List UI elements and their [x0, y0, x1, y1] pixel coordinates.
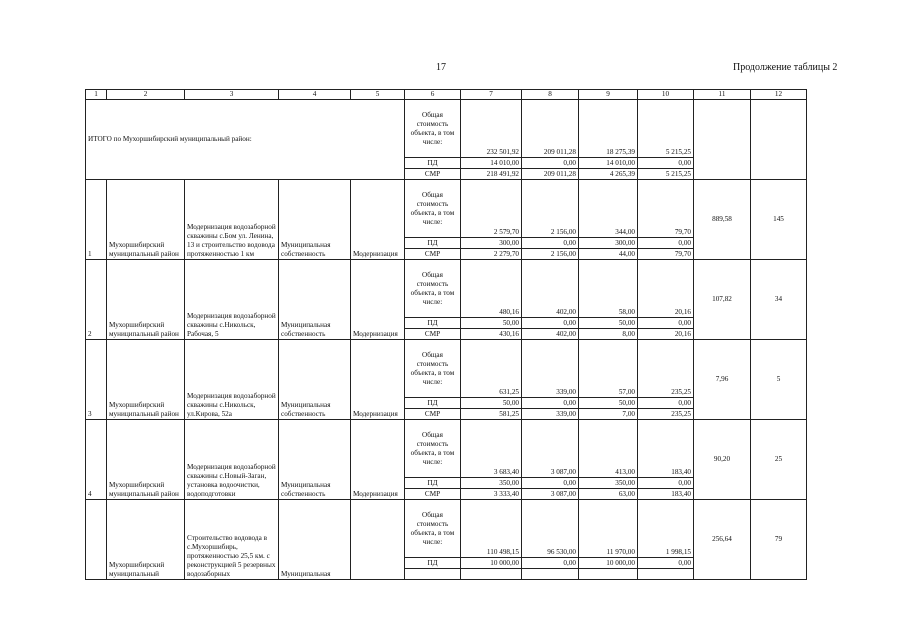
cell-c7: 14 010,00 [461, 158, 522, 169]
cell-c9: 50,00 [579, 398, 638, 409]
cell-c7: 50,00 [461, 318, 522, 329]
cell-c10: 0,00 [638, 478, 694, 489]
col-header: 8 [522, 90, 579, 100]
cell-c8: 209 011,28 [522, 169, 579, 180]
cost-type: СМР [405, 329, 461, 340]
col-header: 9 [579, 90, 638, 100]
cost-type [405, 569, 461, 580]
cost-type: СМР [405, 169, 461, 180]
object-number: 1 [86, 180, 107, 260]
cost-type: ПД [405, 558, 461, 569]
cell-c10 [638, 569, 694, 580]
object-district: Мухоршибирский муниципальный район [107, 260, 185, 340]
cell-c9: 18 275,39 [579, 100, 638, 158]
cell-c9: 4 265,39 [579, 169, 638, 180]
investment-table [85, 89, 807, 580]
col-header: 10 [638, 90, 694, 100]
cell-c12: 34 [751, 260, 807, 340]
cell-c11 [694, 100, 751, 180]
object-kind: Модернизация [351, 260, 405, 340]
cell-c7: 430,16 [461, 329, 522, 340]
cell-c7: 3 683,40 [461, 420, 522, 478]
cell-c8: 96 530,00 [522, 500, 579, 558]
cell-c7: 232 501,92 [461, 100, 522, 158]
cell-c11: 107,82 [694, 260, 751, 340]
object-5-row-general [86, 500, 807, 558]
col-header: 1 [86, 90, 107, 100]
object-2-row-general [86, 260, 807, 318]
cell-c9: 300,00 [579, 238, 638, 249]
cell-c10: 0,00 [638, 558, 694, 569]
cell-c8: 0,00 [522, 238, 579, 249]
object-4-row-general [86, 420, 807, 478]
object-kind: Модернизация [351, 420, 405, 500]
cell-c10: 5 215,25 [638, 100, 694, 158]
cell-c9: 63,00 [579, 489, 638, 500]
object-owner: Муниципальная [279, 500, 351, 580]
cost-type: СМР [405, 409, 461, 420]
total-row-general [86, 100, 807, 158]
col-header: 4 [279, 90, 351, 100]
cell-c10: 79,70 [638, 249, 694, 260]
cell-c12: 79 [751, 500, 807, 580]
object-number: 2 [86, 260, 107, 340]
cell-c9: 7,00 [579, 409, 638, 420]
object-name: Модернизация водозаборной скважины с.Новый-Заган, установка водоочистки, водоподготовки [185, 420, 279, 500]
cell-c12: 5 [751, 340, 807, 420]
object-name: Строительство водовода в с.Мухоршибирь, протяженностью 25,5 км. с реконструкцией 5 резервных водозаборных [185, 500, 279, 580]
cost-type: ПД [405, 398, 461, 409]
cell-c9: 11 970,00 [579, 500, 638, 558]
col-header: 5 [351, 90, 405, 100]
cell-c10: 0,00 [638, 158, 694, 169]
cell-c9 [579, 569, 638, 580]
cell-c12: 25 [751, 420, 807, 500]
cost-type: ПД [405, 238, 461, 249]
cell-c11: 7,96 [694, 340, 751, 420]
cell-c8: 0,00 [522, 318, 579, 329]
cell-c9: 58,00 [579, 260, 638, 318]
cell-c7: 350,00 [461, 478, 522, 489]
object-number: 4 [86, 420, 107, 500]
page-number: 17 [436, 62, 446, 73]
object-1-row-general [86, 180, 807, 238]
cell-c8: 402,00 [522, 329, 579, 340]
cell-c7: 110 498,15 [461, 500, 522, 558]
cell-c8: 339,00 [522, 409, 579, 420]
cell-c12 [751, 100, 807, 180]
column-number-row [86, 90, 807, 100]
cell-c7: 2 579,70 [461, 180, 522, 238]
object-kind: Модернизация [351, 340, 405, 420]
col-header: 2 [107, 90, 185, 100]
cell-c7: 480,16 [461, 260, 522, 318]
cell-c10: 0,00 [638, 398, 694, 409]
cell-c9: 10 000,00 [579, 558, 638, 569]
cell-c9: 344,00 [579, 180, 638, 238]
cell-c8: 0,00 [522, 158, 579, 169]
cell-c7: 3 333,40 [461, 489, 522, 500]
object-district: Мухоршибирский муниципальный [107, 500, 185, 580]
cell-c11: 90,20 [694, 420, 751, 500]
cell-c10: 20,16 [638, 329, 694, 340]
cost-type: ПД [405, 158, 461, 169]
cell-c7: 581,25 [461, 409, 522, 420]
cell-c7: 300,00 [461, 238, 522, 249]
object-number: 3 [86, 340, 107, 420]
cell-c7: 631,25 [461, 340, 522, 398]
cell-c10: 5 215,25 [638, 169, 694, 180]
object-name: Модернизация водозаборной скважины с.Бом ул. Ленина, 13 и строительство водовода протяженностью 1 км [185, 180, 279, 260]
cell-c8: 339,00 [522, 340, 579, 398]
cell-c9: 50,00 [579, 318, 638, 329]
cell-c10: 1 998,15 [638, 500, 694, 558]
cost-type: Общая стоимость объекта, в том числе: [405, 340, 461, 398]
cell-c10: 235,25 [638, 340, 694, 398]
cell-c11: 256,64 [694, 500, 751, 580]
object-name: Модернизация водозаборной скважины с.Никольск, Рабочая, 5 [185, 260, 279, 340]
cell-c10: 0,00 [638, 238, 694, 249]
cell-c8: 2 156,00 [522, 249, 579, 260]
cost-type: Общая стоимость объекта, в том числе: [405, 260, 461, 318]
cell-c9: 413,00 [579, 420, 638, 478]
object-number [86, 500, 107, 580]
cell-c9: 14 010,00 [579, 158, 638, 169]
object-name: Модернизация водозаборной скважины с.Никольск, ул.Кирова, 52а [185, 340, 279, 420]
cell-c8: 0,00 [522, 558, 579, 569]
object-owner: Муниципальная собственность [279, 180, 351, 260]
cell-c8: 3 087,00 [522, 420, 579, 478]
cell-c10: 183,40 [638, 489, 694, 500]
cell-c10: 20,16 [638, 260, 694, 318]
cost-type: Общая стоимость объекта, в том числе: [405, 420, 461, 478]
object-kind: Модернизация [351, 180, 405, 260]
cell-c8: 402,00 [522, 260, 579, 318]
cell-c10: 79,70 [638, 180, 694, 238]
cost-type: ПД [405, 478, 461, 489]
object-district: Мухоршибирский муниципальный район [107, 180, 185, 260]
cell-c9: 350,00 [579, 478, 638, 489]
cost-type: СМР [405, 249, 461, 260]
object-owner: Муниципальная собственность [279, 260, 351, 340]
cell-c7: 10 000,00 [461, 558, 522, 569]
cell-c12: 145 [751, 180, 807, 260]
object-owner: Муниципальная собственность [279, 420, 351, 500]
object-district: Мухоршибирский муниципальный район [107, 340, 185, 420]
table-continuation-note: Продолжение таблицы 2 [733, 62, 838, 73]
cell-c9: 44,00 [579, 249, 638, 260]
cell-c10: 235,25 [638, 409, 694, 420]
cost-type: СМР [405, 489, 461, 500]
col-header: 6 [405, 90, 461, 100]
table-container [85, 89, 806, 578]
col-header: 11 [694, 90, 751, 100]
cell-c10: 0,00 [638, 318, 694, 329]
cell-c8: 0,00 [522, 398, 579, 409]
object-kind [351, 500, 405, 580]
cell-c9: 57,00 [579, 340, 638, 398]
object-owner: Муниципальная собственность [279, 340, 351, 420]
cell-c8: 2 156,00 [522, 180, 579, 238]
cell-c8: 209 011,28 [522, 100, 579, 158]
cost-type: Общая стоимость объекта, в том числе: [405, 100, 461, 158]
col-header: 12 [751, 90, 807, 100]
cost-type: Общая стоимость объекта, в том числе: [405, 500, 461, 558]
cell-c7: 50,00 [461, 398, 522, 409]
col-header: 3 [185, 90, 279, 100]
total-label: ИТОГО по Мухоршибирский муниципальный район: [86, 100, 405, 180]
cell-c10: 183,40 [638, 420, 694, 478]
cell-c9: 8,00 [579, 329, 638, 340]
cost-type: Общая стоимость объекта, в том числе: [405, 180, 461, 238]
object-district: Мухоршибирский муниципальный район [107, 420, 185, 500]
col-header: 7 [461, 90, 522, 100]
cell-c8: 0,00 [522, 478, 579, 489]
cell-c7: 2 279,70 [461, 249, 522, 260]
object-3-row-general [86, 340, 807, 398]
cell-c7: 218 491,92 [461, 169, 522, 180]
cost-type: ПД [405, 318, 461, 329]
cell-c11: 889,58 [694, 180, 751, 260]
cell-c8: 3 087,00 [522, 489, 579, 500]
cell-c7 [461, 569, 522, 580]
cell-c8 [522, 569, 579, 580]
